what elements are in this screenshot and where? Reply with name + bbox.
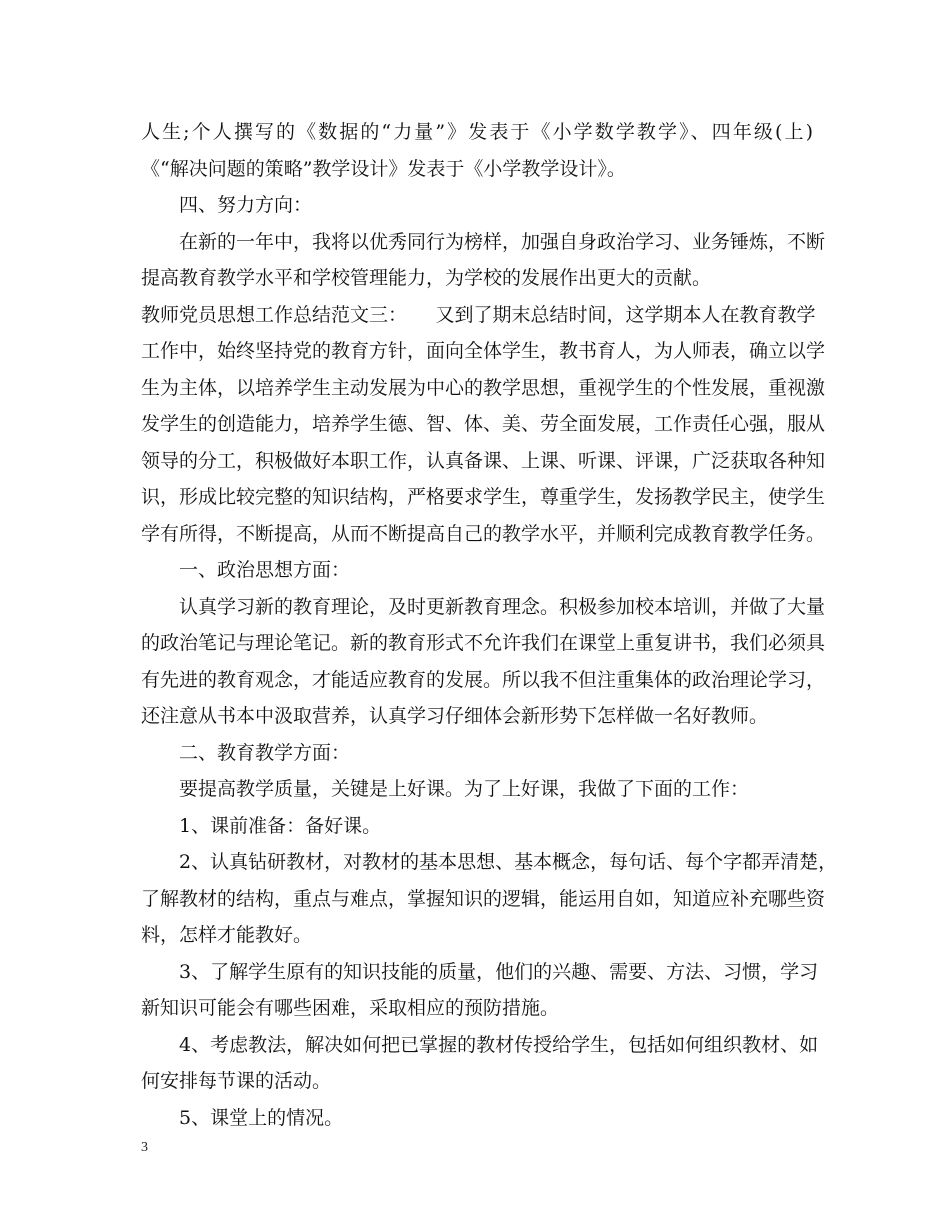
text-line: 生为主体，以培养学生主动发展为中心的教学思想，重视学生的个性发展，重视激	[141, 376, 826, 399]
section-heading: 一、政治思想方面：	[179, 559, 351, 581]
body-text	[141, 114, 838, 1136]
text-line: 有先进的教育观念，才能适应教育的发展。所以我不但注重集体的政治理论学习，	[141, 668, 826, 691]
text-line: 发学生的创造能力，培养学生德、智、体、美、劳全面发展，工作责任心强，服从	[141, 413, 826, 435]
text-line: 料，怎样才能教好。	[141, 924, 313, 946]
text-line: 了解教材的结构，重点与难点，掌握知识的逻辑，能运用自如，知道应补充哪些资	[141, 887, 826, 910]
text-line: 提高教育教学水平和学校管理能力，为学校的发展作出更大的贡献。	[141, 267, 712, 289]
section-heading: 二、教育教学方面：	[179, 741, 351, 764]
text-line: 在新的一年中，我将以优秀同行为榜样，加强自身政治学习、业务锤炼，不断	[179, 230, 826, 253]
text-line: 还注意从书本中汲取营养，认真学习仔细体会新形势下怎样做一名好教师。	[141, 705, 769, 727]
article-title-line: 教师党员思想工作总结范文三： 又到了期末总结时间，这学期本人在教育教学	[141, 303, 816, 326]
text-line: 新知识可能会有哪些困难，采取相应的预防措施。	[141, 997, 560, 1019]
page-number: 3	[141, 1140, 148, 1155]
text-line: 人生;个人撰写的《数据的“力量”》发表于《小学数学教学》、四年级(上)	[141, 121, 813, 143]
list-item: 2、认真钻研教材，对教材的基本思想、基本概念，每句话、每个字都弄清楚，	[179, 851, 838, 873]
list-item: 3、了解学生原有的知识技能的质量，他们的兴趣、需要、方法、习惯，学习	[179, 960, 819, 983]
section-heading: 四、努力方向：	[179, 194, 313, 216]
list-item: 4、考虑教法，解决如何把已掌握的教材传授给学生，包括如何组织教材、如	[179, 1033, 819, 1056]
text-line: 学有所得，不断提高，从而不断提高自己的教学水平，并顺利完成教育教学任务。	[141, 522, 826, 545]
text-line: 要提高教学质量，关键是上好课。为了上好课，我做了下面的工作：	[179, 778, 750, 800]
list-item: 1、课前准备：备好课。	[179, 814, 382, 837]
text-line: 领导的分工，积极做好本职工作，认真备课、上课、听课、评课，广泛获取各种知	[141, 449, 826, 472]
text-line: 《“解决问题的策略”教学设计》发表于《小学教学设计》。	[141, 157, 626, 180]
list-item: 5、课堂上的情况。	[179, 1106, 344, 1129]
text-line: 工作中，始终坚持党的教育方针，面向全体学生，教书育人，为人师表，确立以学	[141, 340, 826, 362]
text-line: 的政治笔记与理论笔记。新的教育形式不允许我们在课堂上重复讲书，我们必须具	[141, 632, 826, 654]
text-line: 何安排每节课的活动。	[141, 1070, 332, 1092]
text-line: 识，形成比较完整的知识结构，严格要求学生，尊重学生，发扬教学民主，使学生	[141, 486, 826, 508]
text-line: 认真学习新的教育理论，及时更新教育理念。积极参加校本培训，并做了大量	[179, 595, 826, 618]
